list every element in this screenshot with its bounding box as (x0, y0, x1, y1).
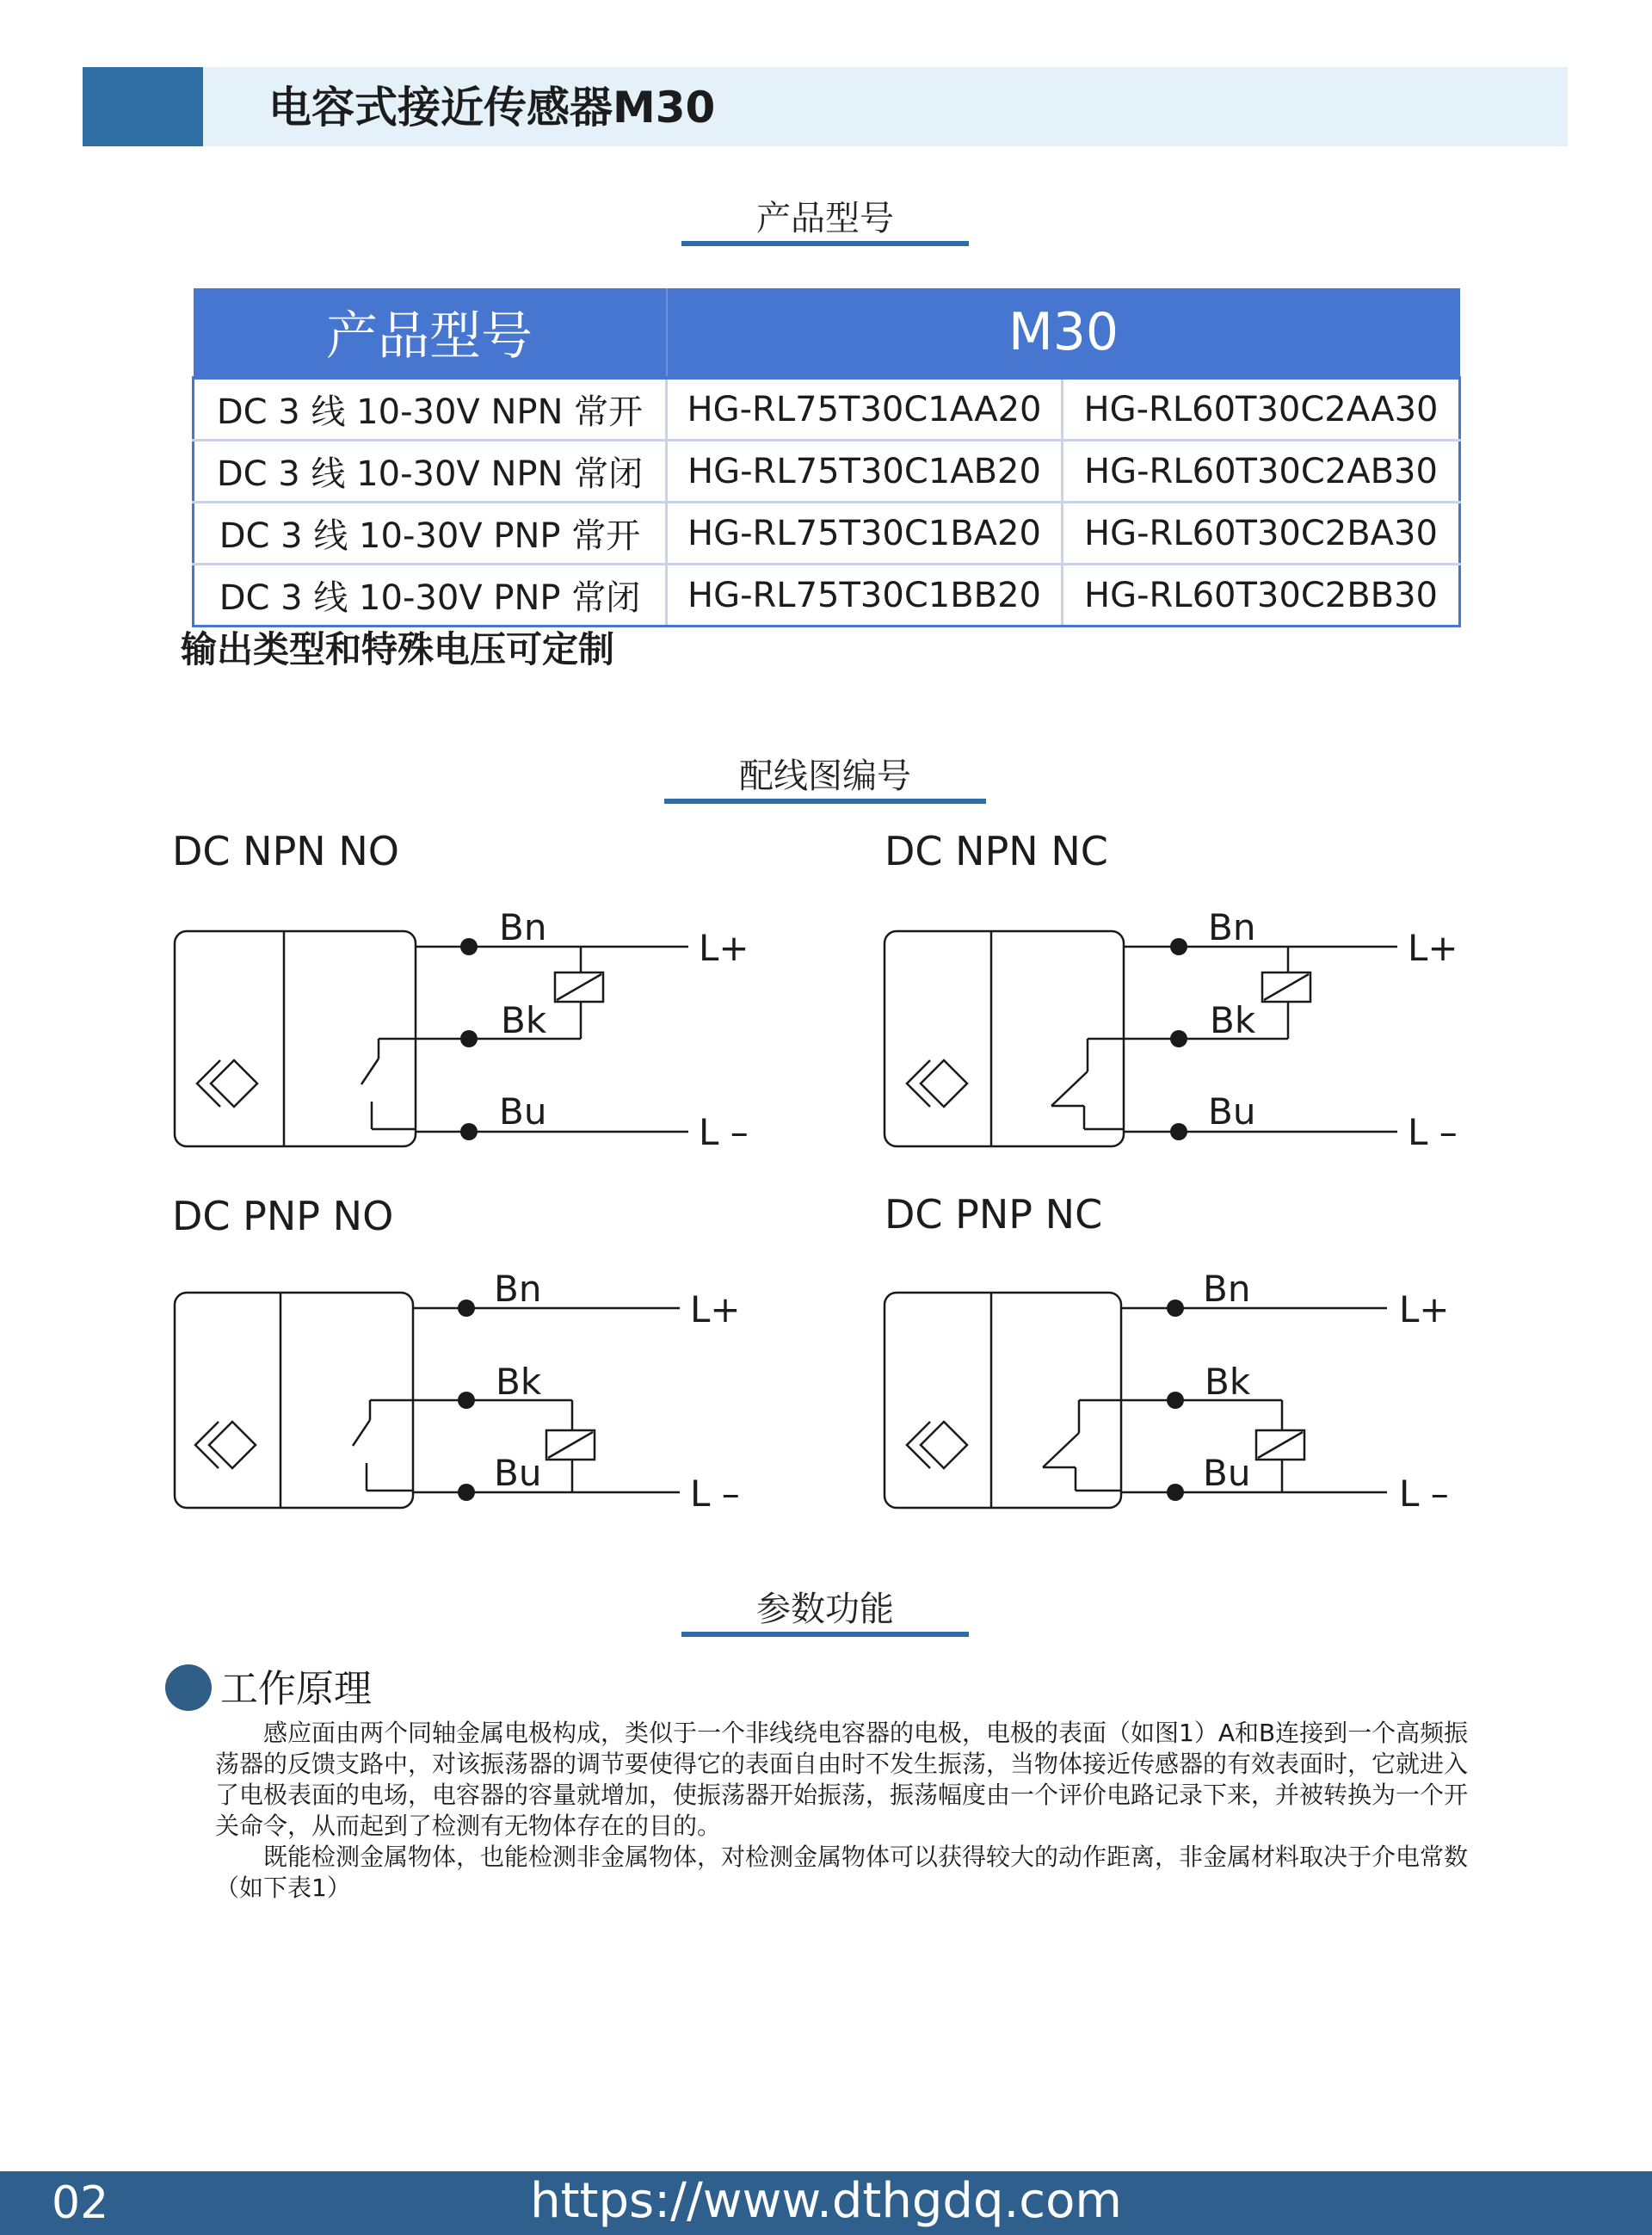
wire-label-bk: Bk (501, 999, 547, 1041)
section-underline-params (681, 1632, 969, 1637)
wiring-diagram-pnp-nc (885, 1293, 1387, 1508)
terminal-label-lminus: L – (690, 1473, 740, 1515)
wiring-diagram-pnp-no (175, 1293, 680, 1508)
table-cell-model-b: HG-RL60T30C2AA30 (1063, 378, 1460, 441)
diagram-title-npn-no: DC NPN NO (172, 828, 399, 874)
wiring-diagram-npn-nc (885, 931, 1397, 1146)
wire-label-bk: Bk (1210, 999, 1256, 1041)
diagram-title-pnp-no: DC PNP NO (172, 1193, 394, 1239)
principle-heading: 工作原理 (220, 1667, 372, 1711)
table-head-product-model: 产品型号 (194, 288, 667, 378)
page-number: 02 (52, 2177, 109, 2229)
terminal-label-lplus: L+ (1408, 927, 1458, 969)
table-cell-model-b: HG-RL60T30C2AB30 (1063, 441, 1460, 503)
table-cell-type: DC 3 线 10-30V PNP 常开 (194, 503, 667, 565)
table-cell-model-a: HG-RL75T30C1BB20 (667, 565, 1063, 627)
terminal-label-lplus: L+ (690, 1288, 741, 1331)
terminal-label-lminus: L – (699, 1111, 749, 1153)
diagram-title-npn-nc: DC NPN NC (885, 828, 1108, 874)
wire-label-bn: Bn (1208, 906, 1256, 948)
wire-label-bn: Bn (499, 906, 547, 948)
website-link[interactable]: https://www.dthgdq.com (530, 2173, 1122, 2229)
diagram-title-pnp-nc: DC PNP NC (885, 1191, 1103, 1238)
principle-paragraph-1: 感应面由两个同轴金属电极构成，类似于一个非线绕电容器的电极，电极的表面（如图1）A和B连接到一个高频振荡器的反馈支路中，对该振荡器的调节要使得它的表面自由时不发生振荡，当物体接近传感器的有效表面时，它就进入了电极表面的电场，电容器的容量就增加，使振荡器开始振荡，振荡幅度由一个评价电路记录下来，并被转换为一个开关命令，从而起到了检测有无物体存在的目的。 (215, 1719, 1469, 1840)
principle-paragraph-2: 既能检测金属物体，也能检测非金属物体，对检测金属物体可以获得较大的动作距离，非金属材料取决于介电常数（如下表1） (215, 1843, 1469, 1902)
table-cell-model-b: HG-RL60T30C2BA30 (1063, 503, 1460, 565)
terminal-label-lplus: L+ (1399, 1288, 1450, 1331)
wire-label-bn: Bn (494, 1268, 542, 1310)
table-cell-model-a: HG-RL75T30C1AB20 (667, 441, 1063, 503)
terminal-label-lminus: L – (1399, 1473, 1449, 1515)
table-cell-model-b: HG-RL60T30C2BB30 (1063, 565, 1460, 627)
section-title-model: 产品型号 (756, 199, 894, 238)
wire-label-bu: Bu (1208, 1090, 1256, 1133)
section-title-params: 参数功能 (756, 1590, 894, 1629)
wire-label-bu: Bu (499, 1090, 547, 1133)
wire-label-bk: Bk (1205, 1361, 1251, 1403)
customization-note: 输出类型和特殊电压可定制 (181, 628, 615, 670)
terminal-label-lplus: L+ (699, 927, 749, 969)
wire-label-bu: Bu (494, 1452, 542, 1494)
wire-label-bk: Bk (496, 1361, 542, 1403)
terminal-label-lminus: L – (1408, 1111, 1458, 1153)
table-cell-type: DC 3 线 10-30V PNP 常闭 (194, 565, 667, 627)
table-cell-model-a: HG-RL75T30C1BA20 (667, 503, 1063, 565)
wire-label-bn: Bn (1203, 1268, 1251, 1310)
table-cell-type: DC 3 线 10-30V NPN 常开 (194, 378, 667, 441)
wiring-diagram-npn-no (175, 931, 688, 1146)
table-head-m30: M30 (667, 288, 1460, 378)
page-title: 电容式接近传感器M30 (268, 83, 716, 133)
wire-label-bu: Bu (1203, 1452, 1251, 1494)
section-title-wiring: 配线图编号 (739, 756, 911, 796)
table-cell-type: DC 3 线 10-30V NPN 常闭 (194, 441, 667, 503)
table-cell-model-a: HG-RL75T30C1AA20 (667, 378, 1063, 441)
bullet-dot-icon (165, 1664, 212, 1711)
